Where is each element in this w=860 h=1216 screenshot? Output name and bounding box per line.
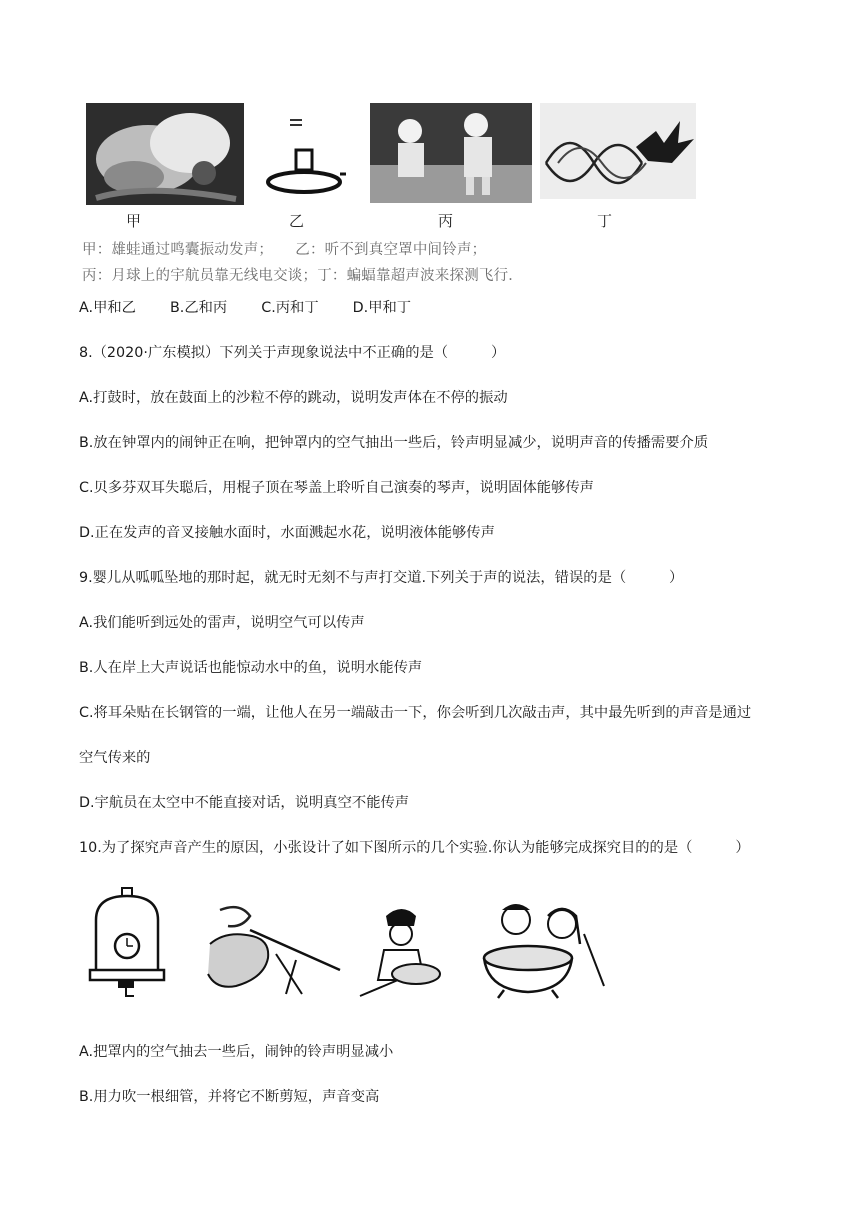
q7-options <box>79 298 445 318</box>
caption-bing: 丙 <box>438 212 454 230</box>
q9-option-c-line2: 空气传来的 <box>79 750 151 766</box>
bell-jar-clock-illustration <box>86 886 168 998</box>
figure-description-2: 丙：月球上的宇航员靠无线电交谈；丁：蝙蝠靠超声波来探测飞行． <box>82 268 523 284</box>
q7-option-b: B.乙和丙 <box>169 300 228 316</box>
blowing-tube-illustration <box>206 900 342 998</box>
q8-stem: 8.（2020·广东模拟）下列关于声现象说法中不正确的是（ ） <box>79 345 506 361</box>
q10-stem: 10.为了探究声音产生的原因，小张设计了如下图所示的几个实验.你认为能够完成探究目的的是（ ） <box>79 840 750 856</box>
bell-jar-diagram <box>262 108 346 200</box>
q7-option-c: C.丙和丁 <box>261 300 319 316</box>
astronauts-photo <box>370 103 532 203</box>
q9-option-a: A.我们能听到远处的雷声，说明空气可以传声 <box>79 615 365 631</box>
q9-option-c-line1: C.将耳朵贴在长钢管的一端，让他人在另一端敲击一下，你会听到几次敲击声，其中最先听到的声音是通过 <box>79 705 752 721</box>
sieving-girl-illustration <box>358 902 452 1000</box>
q8-option-a: A.打鼓时，放在鼓面上的沙粒不停的跳动，说明发声体在不停的振动 <box>79 390 508 406</box>
frog-photo <box>86 103 244 205</box>
q8-option-d: D.正在发声的音叉接触水面时，水面溅起水花，说明液体能够传声 <box>79 525 495 541</box>
caption-jia: 甲 <box>126 212 142 230</box>
q9-stem: 9.婴儿从呱呱坠地的那时起，就无时无刻不与声打交道.下列关于声的说法，错误的是（ ） <box>79 570 684 586</box>
caption-yi: 乙 <box>289 212 305 230</box>
q9-option-b: B.人在岸上大声说话也能惊动水中的鱼，说明水能传声 <box>79 660 423 676</box>
caption-ding: 丁 <box>597 212 613 230</box>
q9-option-d: D.宇航员在太空中不能直接对话，说明真空不能传声 <box>79 795 410 811</box>
figure-description-1: 甲：雄蛙通过鸣囊振动发声； 乙：听不到真空罩中间铃声； <box>82 242 487 258</box>
q10-option-b: B.用力吹一根细管，并将它不断剪短，声音变高 <box>79 1089 380 1105</box>
q10-option-a: A.把罩内的空气抽去一些后，闹钟的铃声明显减小 <box>79 1044 394 1060</box>
q8-option-b: B.放在钟罩内的闹钟正在响，把钟罩内的空气抽出一些后，铃声明显减少，说明声音的传播需要介质 <box>79 435 709 451</box>
q8-option-c: C.贝多芬双耳失聪后，用棍子顶在琴盖上聆听自己演奏的琴声，说明固体能够传声 <box>79 480 594 496</box>
bat-ultrasound-diagram <box>540 103 696 199</box>
q7-option-d: D.甲和丁 <box>352 300 412 316</box>
q7-option-a: A.甲和乙 <box>79 300 136 316</box>
children-pot-illustration <box>470 894 610 1000</box>
